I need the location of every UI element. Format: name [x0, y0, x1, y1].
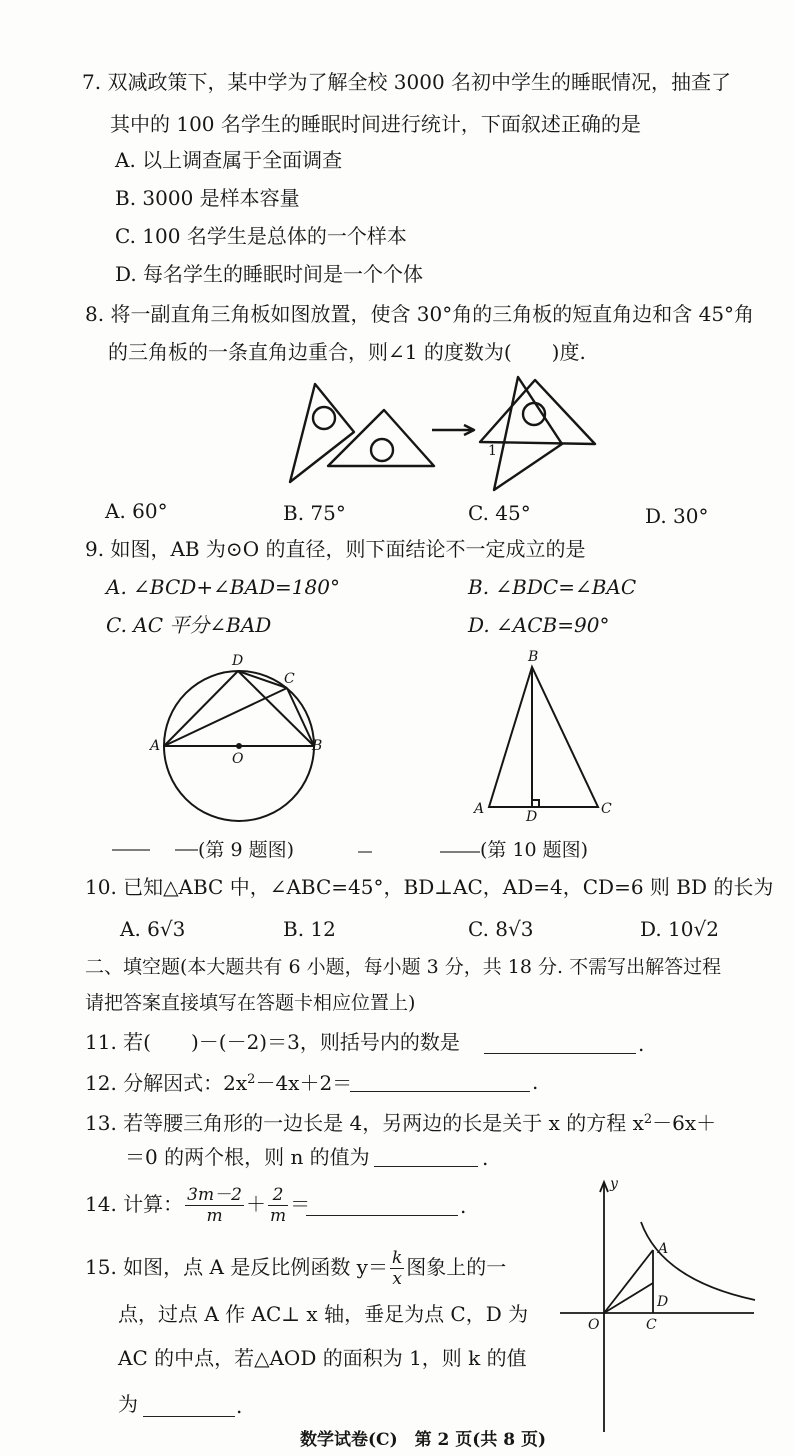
q9-stem: 9. 如图，AB 为⊙O 的直径，则下面结论不一定成立的是: [85, 537, 586, 561]
q14-fraction-1: $\frac{3m-2}{m}$: [187, 1185, 242, 1226]
q15-fraction-k-over-x: $\frac{k}{x}$: [391, 1248, 403, 1289]
q7-option-c: C. 100 名学生是总体的一个样本: [115, 224, 407, 248]
q15-stem-line4: 为: [118, 1392, 138, 1416]
q9-label-d: D: [232, 653, 244, 669]
q12-end: .: [532, 1070, 539, 1094]
q8-right-hole: [523, 403, 545, 425]
q8-option-b: B. 75°: [283, 501, 346, 525]
q9-circle-o: [164, 671, 314, 821]
q15-label-y: y: [610, 1176, 618, 1192]
q14-end: .: [460, 1194, 467, 1218]
q15-label-d: D: [657, 1294, 669, 1310]
q9-label-a: A: [150, 738, 161, 754]
q9-label-c: C: [284, 671, 295, 687]
q10-label-d: D: [526, 809, 538, 825]
q8-option-a: A. 60°: [105, 499, 168, 523]
q9-center-dot: [236, 743, 242, 749]
q9-option-d: D. ∠ACB=90°: [468, 613, 610, 637]
q7-option-a: A. 以上调查属于全面调查: [115, 148, 343, 172]
q10-option-b: B. 12: [283, 917, 336, 941]
q15-label-a: A: [658, 1241, 669, 1257]
q8-triangle-30-hole: [313, 407, 335, 429]
q9-chord-cb: [287, 688, 314, 746]
q13-stem-line1: 13. 若等腰三角形的一边长是 4，另两边的长是关于 x 的方程 $x^2-6x+$: [85, 1111, 717, 1135]
q11-answer-blank[interactable]: [484, 1053, 636, 1054]
section2-heading-line1: 二、填空题(本大题共有 6 小题，每小题 3 分，共 18 分. 不需写出解答过程: [85, 956, 722, 978]
q10-stem: 10. 已知△ABC 中，∠ABC=45°，BD⊥AC，AD=4，CD=6 则 BD 的长为: [85, 875, 774, 899]
q8-right-triangle-30: [494, 377, 562, 490]
section2-heading-line2: 请把答案直接填写在答题卡相应位置上): [85, 992, 416, 1014]
q9-figure-caption: (第 9 题图): [198, 839, 294, 861]
q15-label-c: C: [646, 1317, 657, 1333]
q9-chord-ac: [164, 688, 287, 746]
q15-hyperbola-curve: [641, 1222, 755, 1300]
q10-label-a: A: [474, 801, 485, 817]
q9-chord-ad: [164, 671, 238, 746]
q10-label-c: C: [601, 801, 612, 817]
q10-figure-caption: (第 10 题图): [480, 839, 589, 861]
q10-triangle-abc: [489, 667, 598, 807]
q7-option-d: D. 每名学生的睡眠时间是一个个体: [115, 262, 424, 286]
q14-stem: 14. 计算： $\frac{3m-2}{m}$ ＋ $\frac{2}{m}$ ＝: [85, 1185, 311, 1226]
q8-angle-1-label: 1: [488, 443, 497, 459]
q9-option-a: A. ∠BCD+∠BAD=180°: [106, 575, 340, 599]
q11-stem: 11. 若( )－(－2)＝3，则括号内的数是: [85, 1030, 460, 1054]
q8-arrow-head: [464, 425, 474, 435]
q13-answer-blank[interactable]: [374, 1166, 478, 1167]
q7-option-b: B. 3000 是样本容量: [115, 186, 300, 210]
q15-y-arrow: [600, 1182, 608, 1192]
q15-label-o: O: [588, 1317, 600, 1333]
q7-stem-line2: 其中的 100 名学生的睡眠时间进行统计，下面叙述正确的是: [110, 112, 641, 136]
q9-label-o: O: [232, 751, 244, 767]
q11-end: .: [638, 1032, 645, 1056]
q8-triangle-45-hole: [371, 439, 393, 461]
q8-stem-line1: 8. 将一副直角三角板如图放置，使含 30°角的三角板的短直角边和含 45°角: [85, 302, 755, 326]
q9-option-c: C. AC 平分∠BAD: [106, 613, 272, 637]
q7-stem-line1: 7. 双减政策下，某中学为了解全校 3000 名初中学生的睡眠情况，抽查了: [82, 70, 732, 94]
q9-option-b: B. ∠BDC=∠BAC: [468, 575, 637, 599]
q8-option-c: C. 45°: [468, 501, 531, 525]
q9-chord-dc: [238, 671, 287, 688]
q9-chord-db: [238, 671, 314, 746]
q10-right-angle-mark: [532, 800, 539, 807]
q10-option-d: D. 10√2: [640, 917, 719, 941]
q13-end: .: [482, 1146, 489, 1170]
q15-stem-line3: AC 的中点，若△AOD 的面积为 1，则 k 的值: [118, 1346, 527, 1370]
q12-stem: 12. 分解因式：$2x^2-4x+2=$: [85, 1071, 353, 1095]
q10-option-a: A. 6√3: [120, 917, 186, 941]
q8-triangle-30: [290, 384, 354, 482]
q8-option-d: D. 30°: [645, 504, 709, 528]
q15-segment-oa: [604, 1250, 653, 1313]
q8-triangle-45: [328, 410, 434, 466]
q15-end: .: [236, 1394, 243, 1418]
q8-right-triangle-45: [480, 380, 595, 444]
q10-label-b: B: [528, 649, 539, 665]
q9-label-b: B: [312, 738, 323, 754]
q12-answer-blank[interactable]: [350, 1091, 530, 1092]
q14-answer-blank[interactable]: [306, 1215, 458, 1216]
q15-stem-line2: 点，过点 A 作 AC⊥ x 轴，垂足为点 C，D 为: [118, 1302, 529, 1326]
q15-segment-od: [604, 1283, 653, 1313]
page-footer: 数学试卷(C) 第 2 页(共 8 页): [300, 1430, 547, 1450]
q15-stem-line1: 15. 如图，点 A 是反比例函数 y＝ $\frac{k}{x}$ 图象上的一: [85, 1248, 507, 1289]
q13-stem-line2: ＝0 的两个根，则 n 的值为: [125, 1145, 370, 1169]
q8-stem-line2: 的三角板的一条直角边重合，则∠1 的度数为( )度.: [108, 340, 586, 364]
q14-fraction-2: $\frac{2}{m}$: [269, 1185, 287, 1226]
q10-option-c: C. 8√3: [468, 917, 534, 941]
q15-answer-blank[interactable]: [143, 1416, 235, 1417]
